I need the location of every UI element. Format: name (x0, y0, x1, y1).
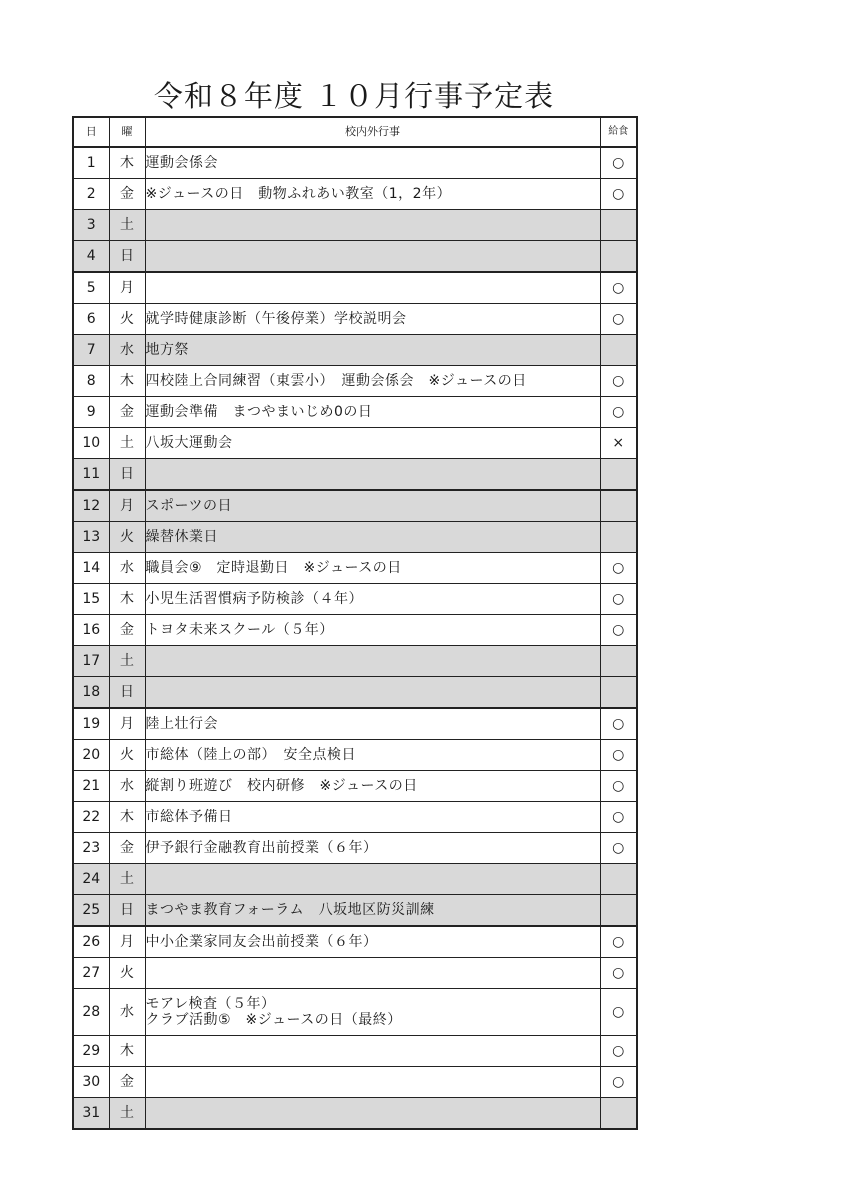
meal-cell: ○ (600, 771, 637, 802)
events-cell (145, 864, 600, 895)
table-row (73, 771, 637, 802)
event-text: ※ジュースの日 動物ふれあい教室（1，2年） (145, 186, 452, 202)
meal-cell (600, 646, 637, 677)
weekday-cell: 金 (109, 615, 145, 646)
meal-cell (600, 459, 637, 491)
events-cell (145, 179, 600, 210)
events-cell (145, 522, 600, 553)
day-cell: 9 (73, 397, 109, 428)
table-row (73, 926, 637, 958)
table-row (73, 522, 637, 553)
table-row (73, 864, 637, 895)
weekday-cell: 土 (109, 1098, 145, 1130)
event-text: 繰替休業日 (145, 529, 218, 545)
events-cell (145, 1098, 600, 1130)
events-cell (145, 833, 600, 864)
day-cell: 1 (73, 147, 109, 179)
events-cell (145, 989, 600, 1036)
schedule-table (72, 116, 638, 1130)
meal-cell: ○ (600, 272, 637, 304)
day-cell: 4 (73, 241, 109, 273)
meal-cell: ○ (600, 553, 637, 584)
day-cell: 16 (73, 615, 109, 646)
weekday-cell: 月 (109, 490, 145, 522)
weekday-cell: 日 (109, 677, 145, 709)
day-cell: 19 (73, 708, 109, 740)
meal-cell (600, 677, 637, 709)
weekday-cell: 土 (109, 210, 145, 241)
events-cell (145, 895, 600, 927)
events-cell (145, 335, 600, 366)
weekday-cell: 木 (109, 584, 145, 615)
table-row (73, 397, 637, 428)
day-cell: 21 (73, 771, 109, 802)
day-cell: 12 (73, 490, 109, 522)
meal-cell: ○ (600, 740, 637, 771)
event-text: 八坂大運動会 (145, 435, 233, 451)
table-row (73, 895, 637, 927)
table-row (73, 677, 637, 709)
table-row (73, 179, 637, 210)
events-cell (145, 210, 600, 241)
events-cell (145, 272, 600, 304)
table-row (73, 646, 637, 677)
events-cell (145, 397, 600, 428)
events-cell (145, 304, 600, 335)
meal-cell: ○ (600, 926, 637, 958)
day-cell: 25 (73, 895, 109, 927)
weekday-cell: 日 (109, 241, 145, 273)
event-text: 中小企業家同友会出前授業（６年） (145, 934, 378, 950)
table-row (73, 1036, 637, 1067)
meal-cell: ○ (600, 989, 637, 1036)
day-cell: 28 (73, 989, 109, 1036)
weekday-cell: 土 (109, 864, 145, 895)
meal-cell: ○ (600, 366, 637, 397)
event-text: 伊予銀行金融教育出前授業（６年） (145, 840, 378, 856)
events-cell (145, 677, 600, 709)
event-text: 陸上壮行会 (145, 716, 218, 732)
table-row (73, 272, 637, 304)
day-cell: 30 (73, 1067, 109, 1098)
table-row (73, 210, 637, 241)
table-header-row (73, 117, 637, 147)
weekday-cell: 水 (109, 335, 145, 366)
day-cell: 10 (73, 428, 109, 459)
weekday-cell: 土 (109, 646, 145, 677)
meal-cell: ○ (600, 179, 637, 210)
weekday-cell: 木 (109, 802, 145, 833)
table-row (73, 428, 637, 459)
weekday-cell: 火 (109, 958, 145, 989)
meal-cell: ○ (600, 1067, 637, 1098)
table-row (73, 1067, 637, 1098)
weekday-cell: 木 (109, 147, 145, 179)
events-cell (145, 740, 600, 771)
event-text: 地方祭 (145, 342, 189, 358)
weekday-cell: 金 (109, 1067, 145, 1098)
table-row (73, 335, 637, 366)
meal-cell (600, 241, 637, 273)
events-cell (145, 708, 600, 740)
day-cell: 18 (73, 677, 109, 709)
events-cell (145, 428, 600, 459)
table-row (73, 584, 637, 615)
table-row (73, 241, 637, 273)
day-cell: 14 (73, 553, 109, 584)
weekday-cell: 水 (109, 771, 145, 802)
event-text: 小児生活習慣病予防検診（４年） (145, 591, 363, 607)
day-cell: 23 (73, 833, 109, 864)
meal-cell: ○ (600, 397, 637, 428)
weekday-cell: 木 (109, 366, 145, 397)
day-cell: 29 (73, 1036, 109, 1067)
weekday-cell: 日 (109, 459, 145, 491)
day-cell: 2 (73, 179, 109, 210)
day-cell: 6 (73, 304, 109, 335)
weekday-cell: 金 (109, 397, 145, 428)
table-row (73, 304, 637, 335)
event-text: モアレ検査（５年） (145, 996, 276, 1012)
meal-cell: ○ (600, 958, 637, 989)
weekday-cell: 水 (109, 553, 145, 584)
table-row (73, 490, 637, 522)
event-text: 市総体（陸上の部） 安全点検日 (145, 747, 356, 763)
table-row (73, 708, 637, 740)
events-cell (145, 926, 600, 958)
event-text: 運動会準備 まつやまいじめ0の日 (145, 404, 373, 420)
events-cell (145, 1036, 600, 1067)
events-cell (145, 615, 600, 646)
day-cell: 15 (73, 584, 109, 615)
event-text: 縦割り班遊び 校内研修 ※ジュースの日 (145, 778, 418, 794)
day-cell: 13 (73, 522, 109, 553)
meal-cell: ○ (600, 1036, 637, 1067)
weekday-cell: 火 (109, 304, 145, 335)
day-cell: 17 (73, 646, 109, 677)
event-text: 就学時健康診断（午後停業）学校説明会 (145, 311, 407, 327)
weekday-cell: 金 (109, 179, 145, 210)
meal-cell (600, 490, 637, 522)
event-text: トヨタ未来スクール（５年） (145, 622, 334, 638)
day-cell: 20 (73, 740, 109, 771)
weekday-cell: 月 (109, 272, 145, 304)
page-title: 令和８年度 １０月行事予定表 (153, 79, 555, 113)
meal-cell: ○ (600, 147, 637, 179)
day-cell: 22 (73, 802, 109, 833)
meal-cell: ○ (600, 304, 637, 335)
table-row (73, 459, 637, 491)
table-row (73, 958, 637, 989)
meal-cell (600, 522, 637, 553)
events-cell (145, 366, 600, 397)
weekday-cell: 日 (109, 895, 145, 927)
event-text: 四校陸上合同練習（東雲小） 運動会係会 ※ジュースの日 (145, 373, 527, 389)
meal-cell: ○ (600, 802, 637, 833)
header-weekday: 曜 (109, 117, 145, 147)
day-cell: 24 (73, 864, 109, 895)
weekday-cell: 月 (109, 926, 145, 958)
table-row (73, 1098, 637, 1130)
meal-cell: ○ (600, 615, 637, 646)
meal-cell (600, 864, 637, 895)
meal-cell (600, 335, 637, 366)
events-cell (145, 802, 600, 833)
events-cell (145, 958, 600, 989)
day-cell: 27 (73, 958, 109, 989)
day-cell: 11 (73, 459, 109, 491)
day-cell: 7 (73, 335, 109, 366)
meal-cell: ○ (600, 833, 637, 864)
event-text: まつやま教育フォーラム 八坂地区防災訓練 (145, 902, 435, 918)
day-cell: 8 (73, 366, 109, 397)
meal-cell: × (600, 428, 637, 459)
events-cell (145, 771, 600, 802)
weekday-cell: 火 (109, 522, 145, 553)
table-row (73, 366, 637, 397)
header-events: 校内外行事 (145, 117, 600, 147)
table-row (73, 989, 637, 1036)
table-row (73, 147, 637, 179)
table-row (73, 740, 637, 771)
meal-cell: ○ (600, 584, 637, 615)
meal-cell (600, 1098, 637, 1130)
weekday-cell: 月 (109, 708, 145, 740)
events-cell (145, 584, 600, 615)
header-meal: 給食 (600, 117, 637, 147)
events-cell (145, 646, 600, 677)
event-text: 職員会⑨ 定時退勤日 ※ジュースの日 (145, 560, 402, 576)
weekday-cell: 火 (109, 740, 145, 771)
events-cell (145, 553, 600, 584)
weekday-cell: 木 (109, 1036, 145, 1067)
events-cell (145, 459, 600, 491)
table-row (73, 615, 637, 646)
weekday-cell: 金 (109, 833, 145, 864)
event-text: 運動会係会 (145, 155, 218, 171)
events-cell (145, 1067, 600, 1098)
day-cell: 5 (73, 272, 109, 304)
schedule-body (73, 147, 637, 1129)
event-text: クラブ活動⑤ ※ジュースの日（最終） (145, 1012, 402, 1028)
meal-cell (600, 210, 637, 241)
weekday-cell: 水 (109, 989, 145, 1036)
event-text: スポーツの日 (145, 498, 232, 514)
day-cell: 3 (73, 210, 109, 241)
events-cell (145, 490, 600, 522)
weekday-cell: 土 (109, 428, 145, 459)
events-cell (145, 241, 600, 273)
day-cell: 31 (73, 1098, 109, 1130)
table-row (73, 802, 637, 833)
meal-cell: ○ (600, 708, 637, 740)
events-cell (145, 147, 600, 179)
header-day: 日 (73, 117, 109, 147)
event-text: 市総体予備日 (145, 809, 233, 825)
meal-cell (600, 895, 637, 927)
day-cell: 26 (73, 926, 109, 958)
table-row (73, 833, 637, 864)
table-row (73, 553, 637, 584)
